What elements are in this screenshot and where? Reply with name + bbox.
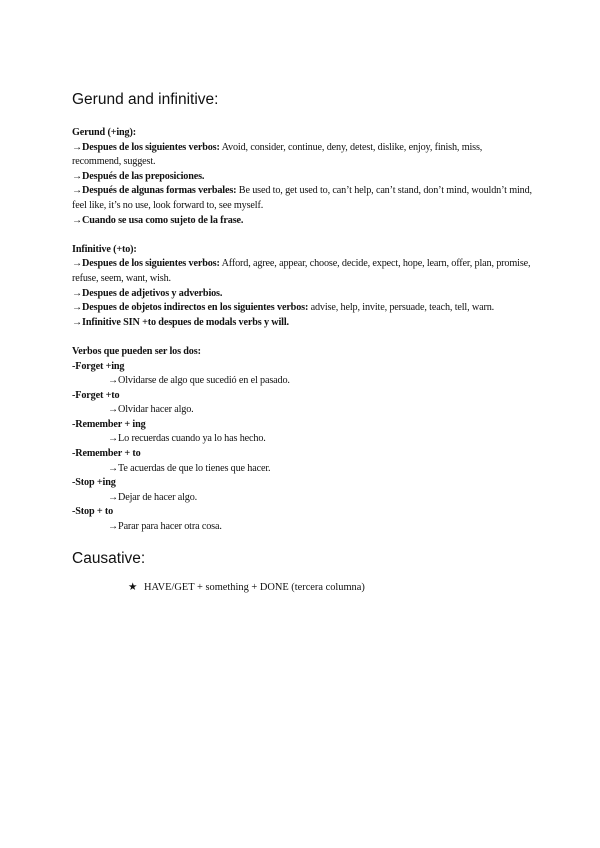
verb-form-label: -Stop +ing xyxy=(72,477,116,489)
gerund-rule xyxy=(72,141,532,170)
verb-form-example: →Olvidar hacer algo. xyxy=(108,404,194,416)
arrow-icon: → xyxy=(72,302,83,314)
arrow-icon: → xyxy=(108,433,119,445)
gerund-rule xyxy=(72,184,532,213)
verb-form-example: →Te acuerdas de que lo tienes que hacer. xyxy=(108,462,271,474)
gerund-rule xyxy=(72,170,532,185)
verb-form-label: -Remember + to xyxy=(72,448,141,460)
verb-form-example: →Dejar de hacer algo. xyxy=(108,491,198,503)
verb-form-example: →Lo recuerdas cuando ya lo has hecho. xyxy=(108,433,266,445)
infinitive-rule xyxy=(72,257,532,286)
arrow-icon: → xyxy=(108,521,119,533)
rule-heading: Cuando se usa como sujeto de la frase. xyxy=(82,214,244,226)
gerund-subtitle: Gerund (+ing): xyxy=(72,127,136,138)
gerund-section xyxy=(72,126,532,535)
arrow-icon: → xyxy=(108,491,119,503)
rule-text: advise, help, invite, persuade, teach, tell, warn. xyxy=(308,302,495,314)
rule-text: Afford, agree, appear, choose, decide, expect, hope, learn, offer, plan, promise, refuse, seem, want, wish. xyxy=(72,258,531,284)
arrow-icon: → xyxy=(72,287,83,299)
arrow-icon: → xyxy=(72,258,83,270)
verb-form-example: →Parar para hacer otra cosa. xyxy=(108,521,222,533)
rule-heading: Despues de los siguientes verbos: xyxy=(82,141,220,153)
infinitive-rule xyxy=(72,316,532,331)
causative-rule: HAVE/GET + something + DONE (tercera columna) xyxy=(144,581,365,593)
arrow-icon: → xyxy=(72,214,83,226)
verb-form-label: -Remember + ing xyxy=(72,418,146,430)
arrow-icon: → xyxy=(72,141,83,153)
rule-text: Avoid, consider, continue, deny, detest, dislike, enjoy, finish, miss, recommend, suggest. xyxy=(72,141,483,168)
infinitive-rule xyxy=(72,301,532,316)
rule-heading: Despues de objetos indirectos en los siguientes verbos: xyxy=(82,302,309,314)
section-title-gerund: Gerund and infinitive: xyxy=(72,91,219,108)
rule-heading: Despues de adjetivos y adverbios. xyxy=(82,287,223,299)
gerund-rule xyxy=(72,214,532,229)
rule-heading: Despues de los siguientes verbos: xyxy=(82,258,220,270)
both-subtitle: Verbos que pueden ser los dos: xyxy=(72,345,201,357)
infinitive-subtitle: Infinitive (+to): xyxy=(72,243,137,255)
rule-heading: Después de algunas formas verbales: xyxy=(82,185,237,197)
verb-form-label: -Forget +ing xyxy=(72,360,125,372)
document-page xyxy=(72,90,532,595)
arrow-icon: → xyxy=(108,404,119,416)
rule-heading: Después de las preposiciones. xyxy=(82,170,205,182)
spacer xyxy=(72,330,532,345)
section-title-causative: Causative: xyxy=(72,549,146,567)
arrow-icon: → xyxy=(72,185,83,197)
rule-heading: Infinitive SIN +to despues de modals verbs y will. xyxy=(82,316,289,328)
verb-form-label: -Forget +to xyxy=(72,389,120,401)
causative-bullet-item xyxy=(72,581,532,595)
infinitive-rule xyxy=(72,287,532,302)
verb-form-label: -Stop + to xyxy=(72,506,114,518)
rule-text: Be used to, get used to, can’t help, can’t stand, don’t mind, wouldn’t mind, feel like, it’s no use, look forward to, see myself. xyxy=(72,185,532,211)
arrow-icon: → xyxy=(72,170,83,182)
spacer xyxy=(72,228,532,243)
star-icon: ★ xyxy=(128,581,138,593)
arrow-icon: → xyxy=(108,462,119,474)
arrow-icon: → xyxy=(108,375,119,387)
verb-form-example: →Olvidarse de algo que sucedió en el pasado. xyxy=(108,375,290,387)
arrow-icon: → xyxy=(72,316,83,328)
